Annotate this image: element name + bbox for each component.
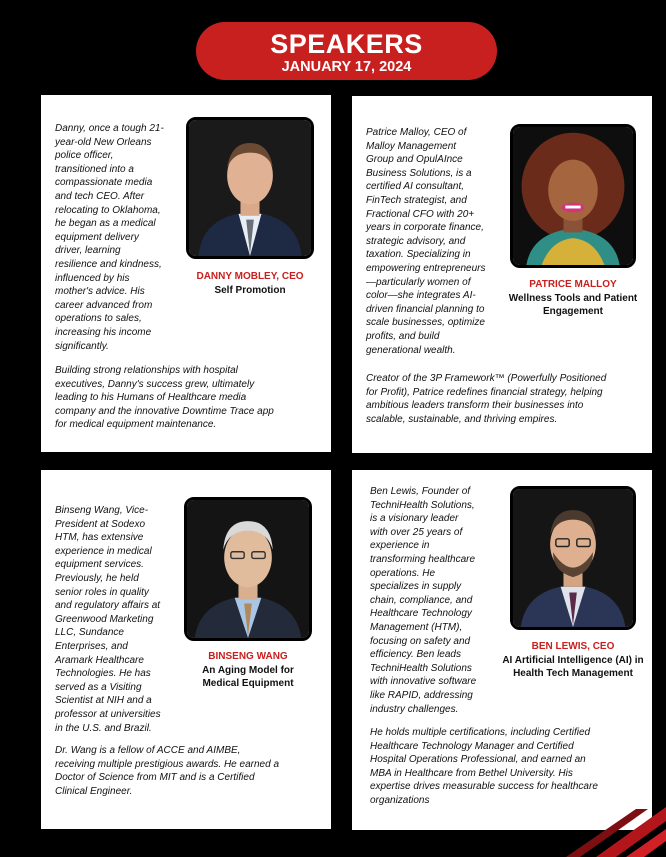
speaker-bio-continued: Creator of the 3P Framework™ (Powerfully Positioned for Profit), Patrice redefines financial strategy, helping ambitious leaders transform their businesses into scalable, sustainable, and thriving empires. <box>366 373 607 425</box>
speaker-bio-continued: He holds multiple certifications, including Certified Healthcare Technology Manager and Certified Hospital Operations Professional, and earned an MBA in Healthcare from Bethel University. His expertise drives measurable success for healthcare organizations <box>370 727 598 806</box>
speaker-topic: Wellness Tools and Patient Engagement <box>508 293 638 317</box>
speaker-photo <box>510 124 636 268</box>
speaker-bio: Danny, once a tough 21- year-old New Orleans police officer, transitioned into a compassionate media and tech CEO. After relocating to Oklahoma, he began as a medical equipment delivery driver, learning resilience and kindness, influenced by his mother's advice. His career advanced from operations to sales, increasing his income significantly. <box>55 123 164 352</box>
speaker-name: DANNY MOBLEY, CEO <box>196 271 304 282</box>
speaker-card-danny-mobley <box>41 95 331 452</box>
speaker-photo <box>186 117 314 259</box>
decorative-stripes <box>536 787 666 857</box>
speaker-bio-continued: Dr. Wang is a fellow of ACCE and AIMBE, receiving multiple prestigious awards. He earned a Doctor of Science from MIT and is a Certified Clinical Engineer. <box>55 745 280 797</box>
speaker-name: BINSENG WANG <box>208 651 288 662</box>
speaker-name: PATRICE MALLOY <box>529 279 617 290</box>
speaker-bio-continued: Building strong relationships with hospital executives, Danny's success grew, ultimately leading to his Humans of Healthcare media company and the innovative Downtime Trace app for medical equipment maintenance. <box>55 365 274 431</box>
event-date: JANUARY 17, 2024 <box>281 59 412 75</box>
speaker-photo <box>510 486 636 630</box>
speakers-banner <box>196 22 497 80</box>
speaker-photo <box>184 497 312 641</box>
speaker-bio: Ben Lewis, Founder of TechniHealth Solutions, is a visionary leader with over 25 years of experience in transforming healthcare operations. He specializes in supply chain, compliance, and Healthcare Technology Management (HTM), focusing on safety and efficiency. Ben leads TechniHealth Solutions with innovative software like RAPID, addressing industry challenges. <box>370 486 477 715</box>
speaker-bio: Binseng Wang, Vice- President at Sodexo HTM, has extensive experience in medical equipment services. Previously, he held senior roles in quality and regulatory affairs at Greenwood Marketing LLC, Sundance Enterprises, and Aramark Healthcare Technologies. He has served as a Visiting Scientist at NIH and a professor at universities in the U.S. and Brazil. <box>55 505 161 734</box>
speaker-card-ben-lewis <box>352 470 652 830</box>
speaker-topic: An Aging Model for Medical Equipment <box>202 665 294 689</box>
speaker-name: BEN LEWIS, CEO <box>531 641 615 652</box>
speaker-topic: Self Promotion <box>214 285 286 296</box>
speaker-card-binseng-wang <box>41 470 331 829</box>
speaker-bio: Patrice Malloy, CEO of Malloy Management Group and OpulAInce Business Solutions, is a certified AI consultant, FinTech strategist, and Fractional CFO with 20+ years in corporate finance, strategic advisory, and taxation. Specializing in empowering entrepreneurs —particularly women of color—she integrates AI- driven financial planning to scale businesses, optimize profits, and build generational wealth. <box>366 127 486 356</box>
speaker-topic: AI Artificial Intelligence (AI) in Health Tech Management <box>502 655 644 679</box>
speaker-card-patrice-malloy <box>352 96 652 453</box>
page-title: SPEAKERS <box>270 29 423 59</box>
